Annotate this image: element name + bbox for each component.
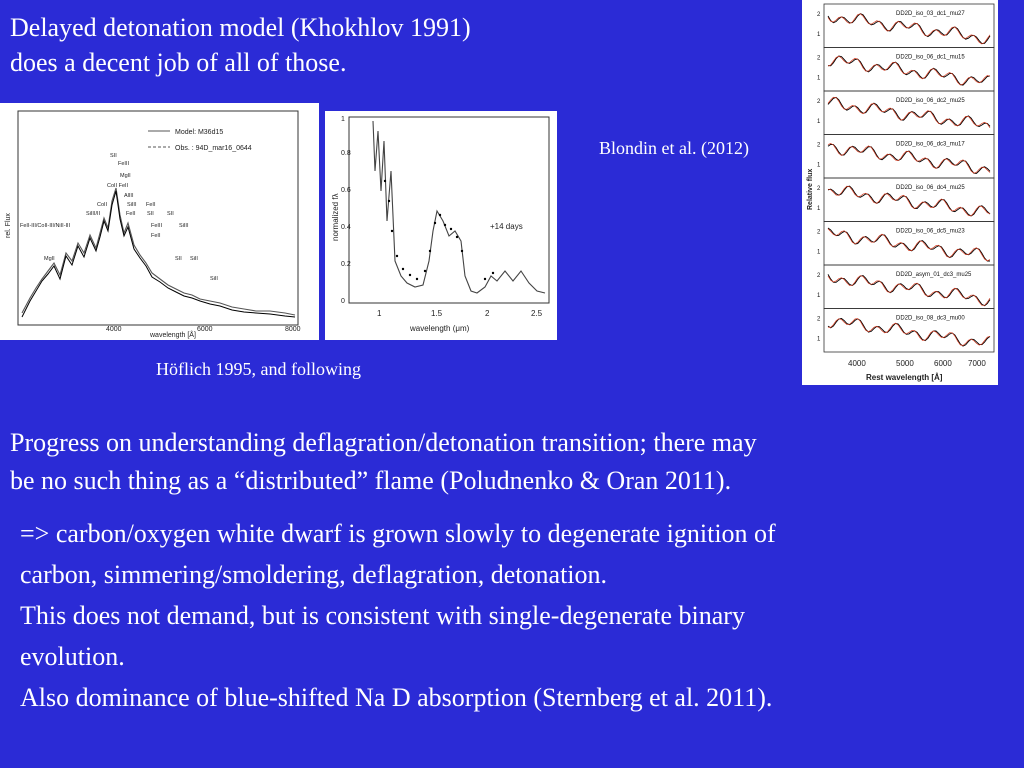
spectrum-model-curve bbox=[22, 188, 295, 315]
spectrum-panel-ytick: 2 bbox=[817, 273, 821, 279]
spectrum-panel-ytick: 1 bbox=[817, 119, 821, 125]
slide-heading bbox=[10, 10, 471, 80]
line-id-label: SII bbox=[175, 256, 182, 262]
mid-ytick: 0.2 bbox=[341, 261, 351, 268]
left-xtick-2: 6000 bbox=[197, 326, 213, 333]
spectrum-panel-ytick: 2 bbox=[817, 229, 821, 236]
paragraph-implications bbox=[20, 513, 776, 718]
caption-blondin: Blondin et al. (2012) bbox=[599, 138, 749, 158]
mid-ytick: 0 bbox=[341, 298, 345, 305]
spectrum-panel-label: DD2D_iso_06_dc2_mu25 bbox=[896, 98, 965, 104]
mid-ylabel: normalized fλ bbox=[331, 193, 340, 241]
spectrum-panel-ytick: 2 bbox=[817, 55, 821, 62]
spectrum-panel-ytick: 1 bbox=[817, 206, 821, 212]
mid-xtick-1: 1 bbox=[377, 309, 382, 318]
spectrum-observed-curve bbox=[22, 191, 295, 317]
spectrum-panel-label: DD2D_iso_06_dc1_mu15 bbox=[896, 54, 965, 61]
figure-infrared-spectrum bbox=[325, 111, 557, 340]
spectrum-panel-label: DD2D_iso_08_dc3_mu00 bbox=[896, 315, 965, 322]
line-id-label: SiIII/II bbox=[86, 211, 101, 217]
spectrum-panel-label: DD2D_iso_03_dc1_mu27 bbox=[896, 11, 965, 17]
mid-annotation: +14 days bbox=[490, 222, 523, 231]
model-spectrum-curve bbox=[828, 276, 990, 306]
model-spectrum-curve bbox=[828, 141, 990, 174]
right-ylabel: Relative flux bbox=[807, 168, 814, 210]
paragraph-progress-line-2: be no such thing as a “distributed” flame (Poludnenko & Oran 2011). bbox=[10, 466, 732, 495]
spectrum-panel-ytick: 2 bbox=[817, 12, 821, 18]
line-id-label: FeII bbox=[146, 202, 156, 208]
observed-spectrum-curve bbox=[828, 274, 990, 305]
paragraph-progress bbox=[10, 424, 757, 500]
caption-hoflich: Höflich 1995, and following bbox=[156, 359, 361, 379]
line-id-label: FeII bbox=[151, 233, 161, 239]
line-id-label: SiIII bbox=[127, 202, 137, 208]
mid-ytick: 0.8 bbox=[341, 150, 351, 157]
paragraph-implications-line-2: carbon, simmering/smoldering, deflagration, detonation. bbox=[20, 560, 608, 589]
left-ylabel: rel. Flux bbox=[5, 213, 12, 238]
line-id-label: SiII bbox=[210, 276, 218, 282]
left-xtick-1: 4000 bbox=[106, 326, 122, 333]
line-id-label: CoII bbox=[97, 202, 108, 208]
figure-blondin-spectra bbox=[802, 0, 998, 385]
spectrum-panel-ytick: 1 bbox=[817, 75, 821, 82]
spectrum-panel-ytick: 1 bbox=[817, 162, 821, 169]
line-id-label: FeIII bbox=[118, 161, 130, 167]
line-id-label: MgII bbox=[120, 173, 131, 179]
mid-ytick: 0.6 bbox=[341, 187, 351, 194]
paragraph-implications-line-3: This does not demand, but is consistent with single-degenerate binary bbox=[20, 601, 745, 630]
line-id-label: SiIII bbox=[179, 223, 189, 229]
line-id-label: SII bbox=[110, 153, 117, 159]
spectrum-panel-ytick: 1 bbox=[817, 293, 821, 299]
spectrum-panel-ytick: 1 bbox=[817, 336, 821, 343]
spectrum-panel-label: DD2D_iso_06_dc5_mu23 bbox=[896, 228, 965, 235]
right-xtick-2: 5000 bbox=[896, 359, 914, 368]
observed-spectrum-curve bbox=[828, 141, 990, 173]
line-id-label: FeII-III/CoII-III/NiII-III bbox=[20, 223, 71, 229]
spectrum-panel-ytick: 2 bbox=[817, 99, 821, 105]
right-xtick-1: 4000 bbox=[848, 359, 866, 368]
legend-obs: Obs. : 94D_mar16_0644 bbox=[175, 145, 252, 152]
mid-xlabel: wavelength (μm) bbox=[410, 324, 470, 333]
right-xtick-3: 6000 bbox=[934, 359, 952, 368]
mid-xtick-2: 1.5 bbox=[431, 309, 443, 318]
line-id-label: CoII FeII bbox=[107, 183, 129, 189]
mid-ytick: 1 bbox=[341, 116, 345, 123]
mid-model-curve bbox=[373, 121, 545, 293]
line-id-label: AlIII bbox=[124, 193, 134, 199]
paragraph-progress-line-1: Progress on understanding deflagration/detonation transition; there may bbox=[10, 428, 757, 457]
mid-ytick: 0.4 bbox=[341, 224, 351, 231]
line-id-label: SII bbox=[167, 211, 174, 217]
spectrum-panel-ytick: 1 bbox=[817, 32, 821, 38]
line-id-label: SiII bbox=[190, 256, 198, 262]
model-spectrum-curve bbox=[828, 56, 990, 85]
right-xtick-4: 7000 bbox=[968, 359, 986, 368]
spectrum-panel-ytick: 2 bbox=[817, 142, 821, 149]
paragraph-implications-line-1: => carbon/oxygen white dwarf is grown slowly to degenerate ignition of bbox=[20, 519, 776, 548]
line-id-label: SII bbox=[147, 211, 154, 217]
legend-model: Model: M36d15 bbox=[175, 129, 224, 136]
line-id-label: FeIII bbox=[151, 223, 163, 229]
spectrum-panel-ytick: 1 bbox=[817, 249, 821, 256]
left-xtick-3: 8000 bbox=[285, 326, 301, 333]
mid-xtick-4: 2.5 bbox=[531, 309, 543, 318]
spectrum-panel-label: DD2D_iso_06_dc3_mu17 bbox=[896, 141, 965, 148]
paragraph-implications-line-5: Also dominance of blue-shifted Na D absorption (Sternberg et al. 2011). bbox=[20, 683, 773, 712]
left-xlabel: wavelength [Å] bbox=[150, 332, 196, 339]
paragraph-implications-line-4: evolution. bbox=[20, 642, 125, 671]
spectrum-panel-ytick: 2 bbox=[817, 186, 821, 192]
spectrum-panel-label: DD2D_asym_01_dc3_mu25 bbox=[896, 272, 972, 278]
figure-hoflich-spectrum bbox=[0, 103, 319, 340]
right-xlabel: Rest wavelength [Å] bbox=[866, 373, 943, 382]
line-id-label: FeII bbox=[126, 211, 136, 217]
heading-line-2: does a decent job of all of those. bbox=[10, 48, 347, 77]
line-id-label: MgII bbox=[44, 256, 55, 262]
spectrum-panel-ytick: 2 bbox=[817, 316, 821, 323]
heading-line-1: Delayed detonation model (Khokhlov 1991) bbox=[10, 13, 471, 42]
mid-xtick-3: 2 bbox=[485, 309, 490, 318]
spectrum-panel-label: DD2D_iso_06_dc4_mu25 bbox=[896, 185, 965, 191]
mid-observed-points bbox=[384, 180, 494, 280]
observed-spectrum-curve bbox=[828, 14, 990, 44]
